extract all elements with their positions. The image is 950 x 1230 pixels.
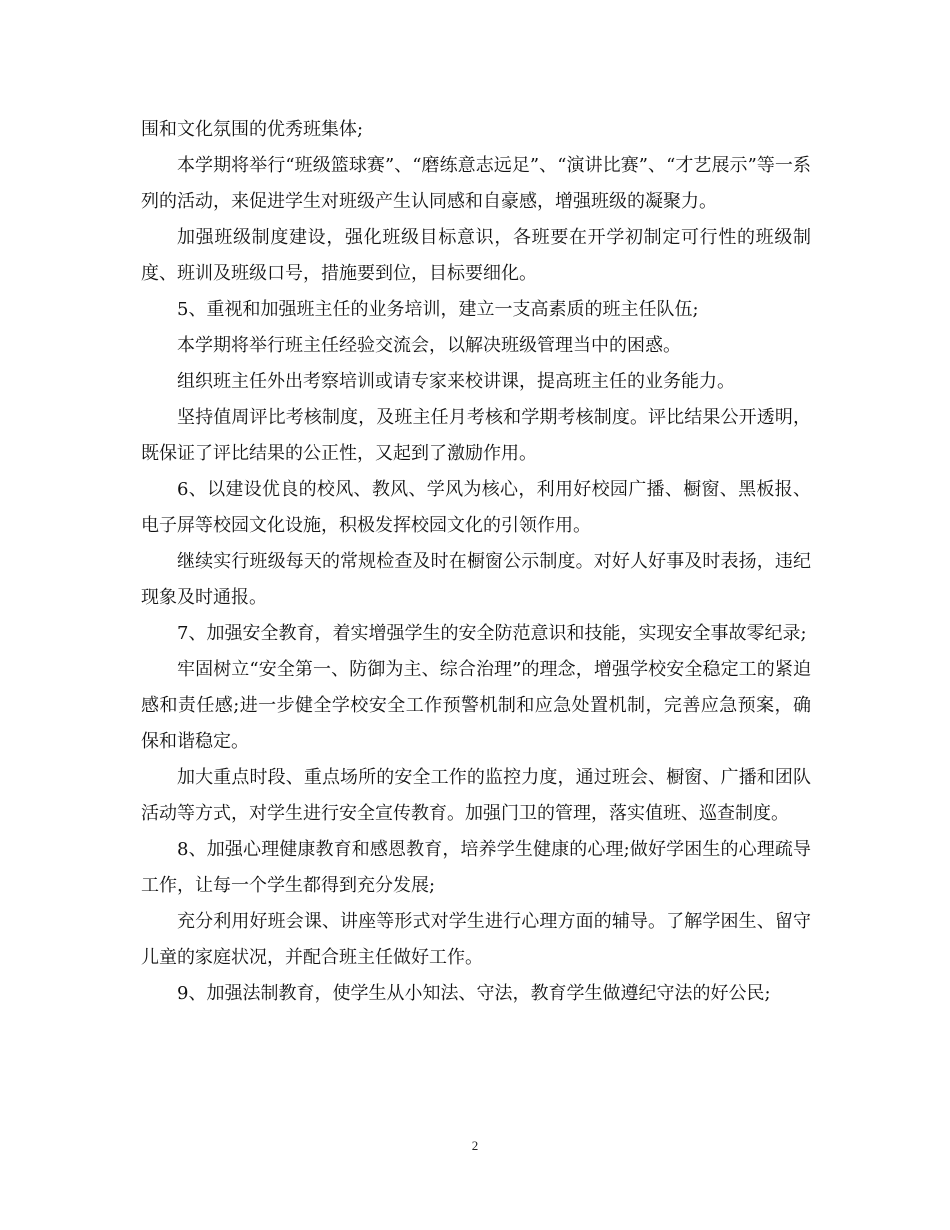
paragraph-13: 8、加强心理健康教育和感恩教育，培养学生健康的心理;做好学困生的心理疏导工作，让每一个学生都得到充分发展; <box>141 839 811 896</box>
paragraph-14: 充分利用好班会课、讲座等形式对学生进行心理方面的辅导。了解学困生、留守儿童的家庭状况，并配合班主任做好工作。 <box>141 911 811 968</box>
paragraph-9: 继续实行班级每天的常规检查及时在橱窗公示制度。对好人好事及时表扬，违纪现象及时通报。 <box>141 551 811 608</box>
paragraph-10: 7、加强安全教育，着实增强学生的安全防范意识和技能，实现安全事故零纪录; <box>177 623 807 644</box>
paragraph-5: 本学期将举行班主任经验交流会，以解决班级管理当中的困惑。 <box>177 335 681 356</box>
paragraph-6: 组织班主任外出考察培训或请专家来校讲课，提高班主任的业务能力。 <box>177 371 735 392</box>
body-text <box>141 112 811 1012</box>
paragraph-3: 加强班级制度建设，强化班级目标意识，各班要在开学初制定可行性的班级制度、班训及班级口号，措施要到位，目标要细化。 <box>141 227 811 284</box>
paragraph-15: 9、加强法制教育，使学生从小知法、守法，教育学生做遵纪守法的好公民; <box>177 983 771 1004</box>
paragraph-8: 6、以建设优良的校风、教风、学风为核心，利用好校园广播、橱窗、黑板报、电子屏等校园文化设施，积极发挥校园文化的引领作用。 <box>141 479 811 536</box>
paragraph-7: 坚持值周评比考核制度，及班主任月考核和学期考核制度。评比结果公开透明，既保证了评比结果的公正性，又起到了激励作用。 <box>141 407 811 464</box>
paragraph-2: 本学期将举行“班级篮球赛”、“磨练意志远足”、“演讲比赛”、“才艺展示”等一系列的活动，来促进学生对班级产生认同感和自豪感，增强班级的凝聚力。 <box>141 155 811 212</box>
paragraph-12: 加大重点时段、重点场所的安全工作的监控力度，通过班会、橱窗、广播和团队活动等方式，对学生进行安全宣传教育。加强门卫的管理，落实值班、巡查制度。 <box>141 767 811 824</box>
paragraph-11: 牢固树立“安全第一、防御为主、综合治理”的理念，增强学校安全稳定工的紧迫感和责任感;进一步健全学校安全工作预警机制和应急处置机制，完善应急预案，确保和谐稳定。 <box>141 659 811 752</box>
paragraph-1: 围和文化氛围的优秀班集体; <box>141 119 364 140</box>
paragraph-4: 5、重视和加强班主任的业务培训，建立一支高素质的班主任队伍; <box>177 299 699 320</box>
page-number: 2 <box>471 1138 479 1153</box>
